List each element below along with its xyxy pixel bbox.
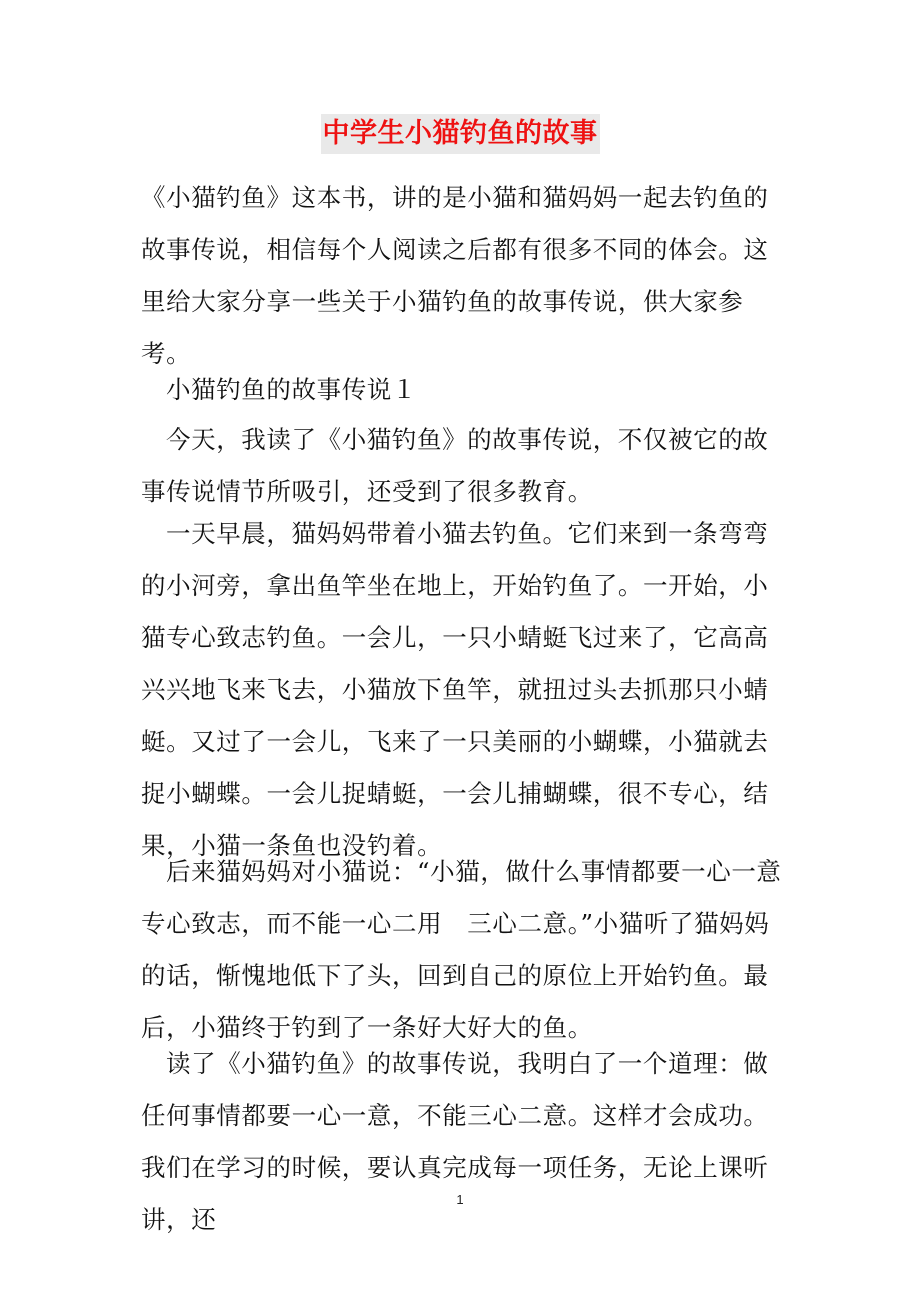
page-number: 1 <box>456 1192 464 1207</box>
intro-paragraph: 《小猫钓鱼》这本书，讲的是小猫和猫妈妈一起去钓鱼的故事传说，相信每个人阅读之后都有很多不同的体会。这里给大家分享一些关于小猫钓鱼的故事传说，供大家参考。 <box>141 183 769 368</box>
document-title: 中学生小猫钓鱼的故事 <box>321 114 600 154</box>
section-heading: 小猫钓鱼的故事传说１ <box>166 375 417 404</box>
body-paragraph-1: 今天，我读了《小猫钓鱼》的故事传说，不仅被它的故事传说情节所吸引，还受到了很多教育。 <box>141 425 769 506</box>
body-paragraph-4: 读了《小猫钓鱼》的故事传说，我明白了一个道理：做任何事情都要一心一意，不能三心二意。这样才会成功。我们在学习的时候，要认真完成每一项任务，无论上课听讲，还 <box>141 1049 769 1234</box>
body-paragraph-3: 后来猫妈妈对小猫说：“小猫，做什么事情都要一心一意专心致志，而不能一心二用 三心二意。”小猫听了猫妈妈的话，惭愧地低下了头，回到自己的原位上开始钓鱼。最后，小猫终于钓到了一条好大好大的鱼。 <box>141 857 782 1042</box>
title-container <box>0 114 920 154</box>
body-paragraph-2: 一天早晨，猫妈妈带着小猫去钓鱼。它们来到一条弯弯的小河旁，拿出鱼竿坐在地上，开始钓鱼了。一开始，小猫专心致志钓鱼。一会儿，一只小蜻蜓飞过来了，它高高兴兴地飞来飞去，小猫放下鱼竿，就扭过头去抓那只小蜻蜓。又过了一会儿，飞来了一只美丽的小蝴蝶，小猫就去捉小蝴蝶。一会儿捉蜻蜓，一会儿捕蝴蝶，很不专心，结果，小猫一条鱼也没钓着。 <box>141 519 769 860</box>
